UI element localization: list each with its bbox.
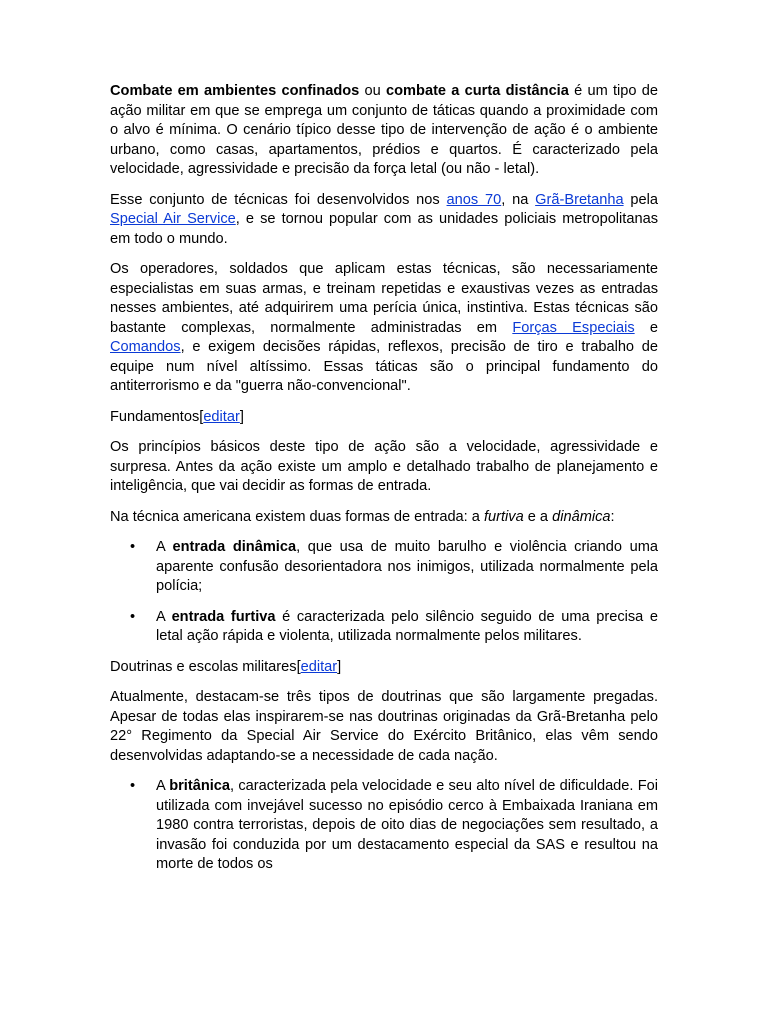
entry-types-list (110, 538, 658, 647)
link-anos-70[interactable]: anos 70 (446, 191, 502, 208)
list-item: • A britânica, caracterizada pela velocidade e seu alto nível de dificuldade. Foi utilizada com invejável sucesso no episódio cerco à Embaixada Iraniana em 1980 contra terroristas, depois de oito dias de negociações sem resultado, a invasão foi conduzida por um destacamento especial da SAS e resultou na morte de todos os (130, 778, 659, 872)
paragraph-principles: Os princípios básicos deste tipo de ação são a velocidade, agressividade e surpresa. Antes da ação existe um amplo e detalhado trabalho de planejamento e inteligência, que vai decidir as formas de entrada. (110, 439, 658, 494)
term-furtiva: furtiva (483, 508, 524, 525)
link-special-air-service[interactable]: Special Air Service (110, 211, 236, 227)
paragraph-operators: Os operadores, soldados que aplicam estas técnicas, são necessariamente especialistas em suas armas, e treinam repetidas e exaustivas vezes as entradas nesses ambientes, até adquirirem uma perícia única, instintiva. Estas técnicas são bastante complexas, normalmente administradas em Forças Especiais e Comandos, e exigem decisões rápidas, reflexos, precisão de tiro e trabalho de equipe num nível altíssimo. Essas táticas são o principal fundamento do antiterrorismo e da "guerra não-convencional". (110, 261, 659, 394)
link-forcas-especiais[interactable]: Forças Especiais (512, 319, 635, 336)
edit-link-fundamentos[interactable]: editar (203, 408, 240, 425)
list-item: • A entrada furtiva é caracterizada pelo silêncio seguido de uma precisa e letal ação rápida e violenta, utilizada normalmente pelos militares. (130, 608, 659, 644)
paragraph-doctrines: Atualmente, destacam-se três tipos de doutrinas que são largamente pregadas. Apesar de todas elas inspirarem-se nas doutrinas originadas da Grã-Bretanha pelo 22° Regimento da Special Air Service do Exército Britânico, elas vêm sendo desenvolvidas adaptando-se a necessidade de cada nação. (110, 689, 658, 764)
bullet-icon: • (130, 539, 136, 555)
document-page (110, 82, 658, 886)
bullet-icon: • (130, 608, 136, 625)
paragraph-intro: Combate em ambientes confinados ou combate a curta distância é um tipo de ação militar em que se emprega um conjunto de táticas quando a proximidade com o alvo é mínima. O cenário típico desse tipo de intervenção de ação é o ambiente urbano, como casas, apartamentos, prédios e quartos. É caracterizado pela velocidade, agressividade e precisão da força letal (ou não - letal). (110, 83, 659, 177)
term-close-quarters: combate a curta distância (386, 83, 569, 99)
paragraph-history: Esse conjunto de técnicas foi desenvolvidos nos anos 70, na Grã-Bretanha pela Special Air Service, e se tornou popular com as unidades policiais metropolitanas em todo o mundo. (110, 191, 658, 247)
heading-title: Fundamentos (110, 408, 200, 425)
paragraph-american-technique: Na técnica americana existem duas formas de entrada: a furtiva e a dinâmica: (110, 508, 615, 525)
link-gra-bretanha[interactable]: Grã-Bretanha (535, 191, 624, 208)
doctrines-list (110, 777, 658, 875)
link-comandos[interactable]: Comandos (110, 339, 181, 355)
heading-doutrinas: Doutrinas e escolas militares[editar] (110, 658, 342, 675)
bullet-icon: • (130, 778, 136, 794)
term-dinamica: dinâmica (552, 508, 611, 525)
edit-link-doutrinas[interactable]: editar (300, 658, 338, 675)
list-item: • A entrada dinâmica, que usa de muito barulho e violência criando uma aparente confusão desorientadora nos inimigos, utilizada normalmente pela polícia; (130, 539, 658, 594)
term-confined-combat: Combate em ambientes confinados (110, 83, 360, 99)
heading-title: Doutrinas e escolas militares (110, 658, 297, 675)
heading-fundamentos: Fundamentos[editar] (110, 408, 244, 425)
